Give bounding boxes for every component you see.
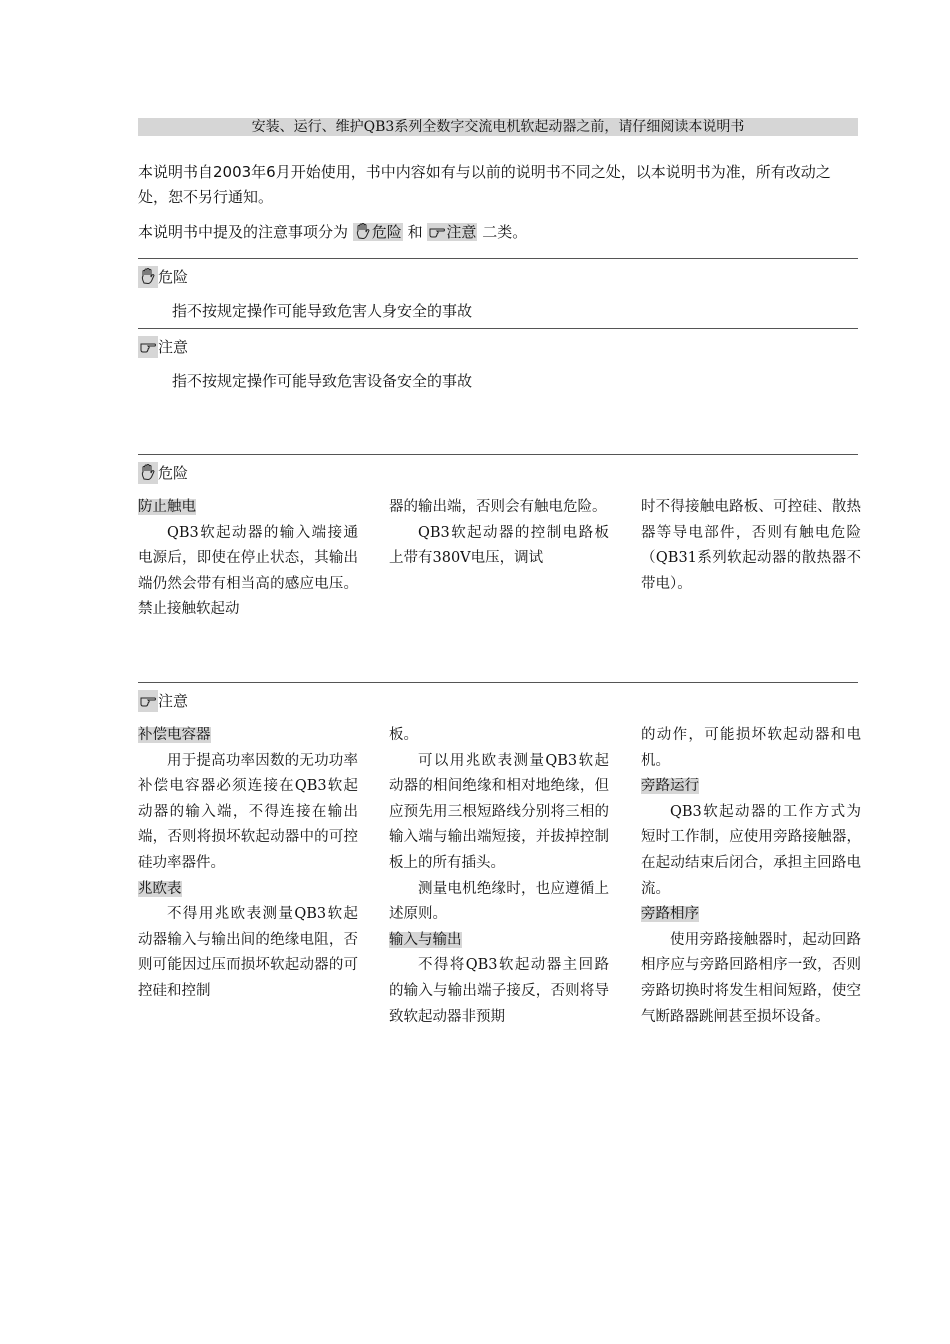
divider [138,258,858,259]
intro-suffix: 二类。 [482,223,528,241]
subheading: 补偿电容器 [138,727,211,743]
intro-and: 和 [407,223,423,241]
body-paragraph: 不得将QB3软起动器主回路的输入与输出端子接反，否则将导致软起动器非预期 [389,957,609,1025]
danger-section-title: 危险 [138,462,188,484]
hand-stop-icon [139,267,157,285]
notice-column-2 [389,723,609,1030]
pointing-hand-icon [139,337,157,355]
notice-label-inline: 注意 [427,223,477,241]
legend-notice-title: 注意 [138,336,188,358]
body-paragraph: 可以用兆欧表测量QB3软起动器的相间绝缘和相对地绝缘，但应预先用三根短路线分别将三相的输入端与输出端短接，并拔掉控制板上的所有插头。 [389,752,609,871]
subheading-line [138,723,358,749]
divider [138,454,858,455]
body-paragraph: 测量电机绝缘时，也应遵循上述原则。 [389,880,609,923]
legend-notice-desc: 指不按规定操作可能导致危害设备安全的事故 [172,372,473,390]
subheading-line [138,877,358,903]
pointing-hand-icon [139,691,157,709]
body-paragraph: 板。 [389,727,418,743]
body-paragraph: QB3软起动器的控制电路板上带有380V电压，调试 [389,524,609,567]
hand-stop-icon [139,463,157,481]
body-paragraph: 使用旁路接触器时，起动回路相序应与旁路回路相序一致，否则旁路切换时将发生相间短路，使空气断路器跳闸甚至损坏设备。 [641,931,861,1025]
subheading: 兆欧表 [138,880,182,897]
intro-prefix: 本说明书中提及的注意事项分为 [138,223,349,241]
danger-column-3 [641,495,861,597]
notice-column-3 [641,723,861,1030]
subheading: 输入与输出 [389,931,462,948]
body-paragraph: 的动作，可能损坏软起动器和电机。 [641,727,861,769]
danger-label-inline: 危险 [353,223,403,241]
hand-stop-icon [354,222,372,240]
intro-paragraph: 本说明书自2003年6月开始使用，书中内容如有与以前的说明书不同之处，以本说明书为准，所有改动之处，恕不另行通知。 [138,163,831,206]
notice-section-title: 注意 [138,690,188,712]
intro-categories [138,220,858,245]
subheading: 防止触电 [138,499,196,515]
subheading-line [138,495,358,521]
body-paragraph: 器的输出端，否则会有触电危险。 [389,499,607,515]
body-paragraph: QB3软起动器的工作方式为短时工作制，应使用旁路接触器，在起动结束后闭合，承担主回路电流。 [641,803,861,897]
divider [138,328,858,329]
subheading: 旁路相序 [641,906,699,923]
subheading: 旁路运行 [641,778,699,795]
legend-danger-desc: 指不按规定操作可能导致危害人身安全的事故 [172,302,473,320]
pointing-hand-icon [428,222,446,240]
body-paragraph: QB3软起动器的输入端接通电源后，即使在停止状态，其输出端仍然会带有相当高的感应电压。禁止接触软起动 [138,524,358,618]
subheading-line [641,902,861,928]
legend-danger-title: 危险 [138,266,188,288]
body-paragraph: 不得用兆欧表测量QB3软起动器输入与输出间的绝缘电阻，否则可能因过压而损坏软起动器的可控硅和控制 [138,906,358,999]
notice-column-1 [138,723,358,1005]
danger-column-1 [138,495,358,623]
danger-column-2 [389,495,609,572]
subheading-line [641,774,861,800]
banner-notice: 安装、运行、维护QB3系列全数字交流电机软起动器之前，请仔细阅读本说明书 [138,118,858,136]
body-paragraph: 用于提高功率因数的无功功率补偿电容器必须连接在QB3软起动器的输入端，不得连接在输出端，否则将损坏软起动器中的可控硅功率器件。 [138,752,358,871]
divider [138,682,858,683]
subheading-line [389,928,609,954]
body-paragraph: 时不得接触电路板、可控硅、散热器等导电部件，否则有触电危险（QB31系列软起动器的散热器不带电）。 [641,499,861,592]
